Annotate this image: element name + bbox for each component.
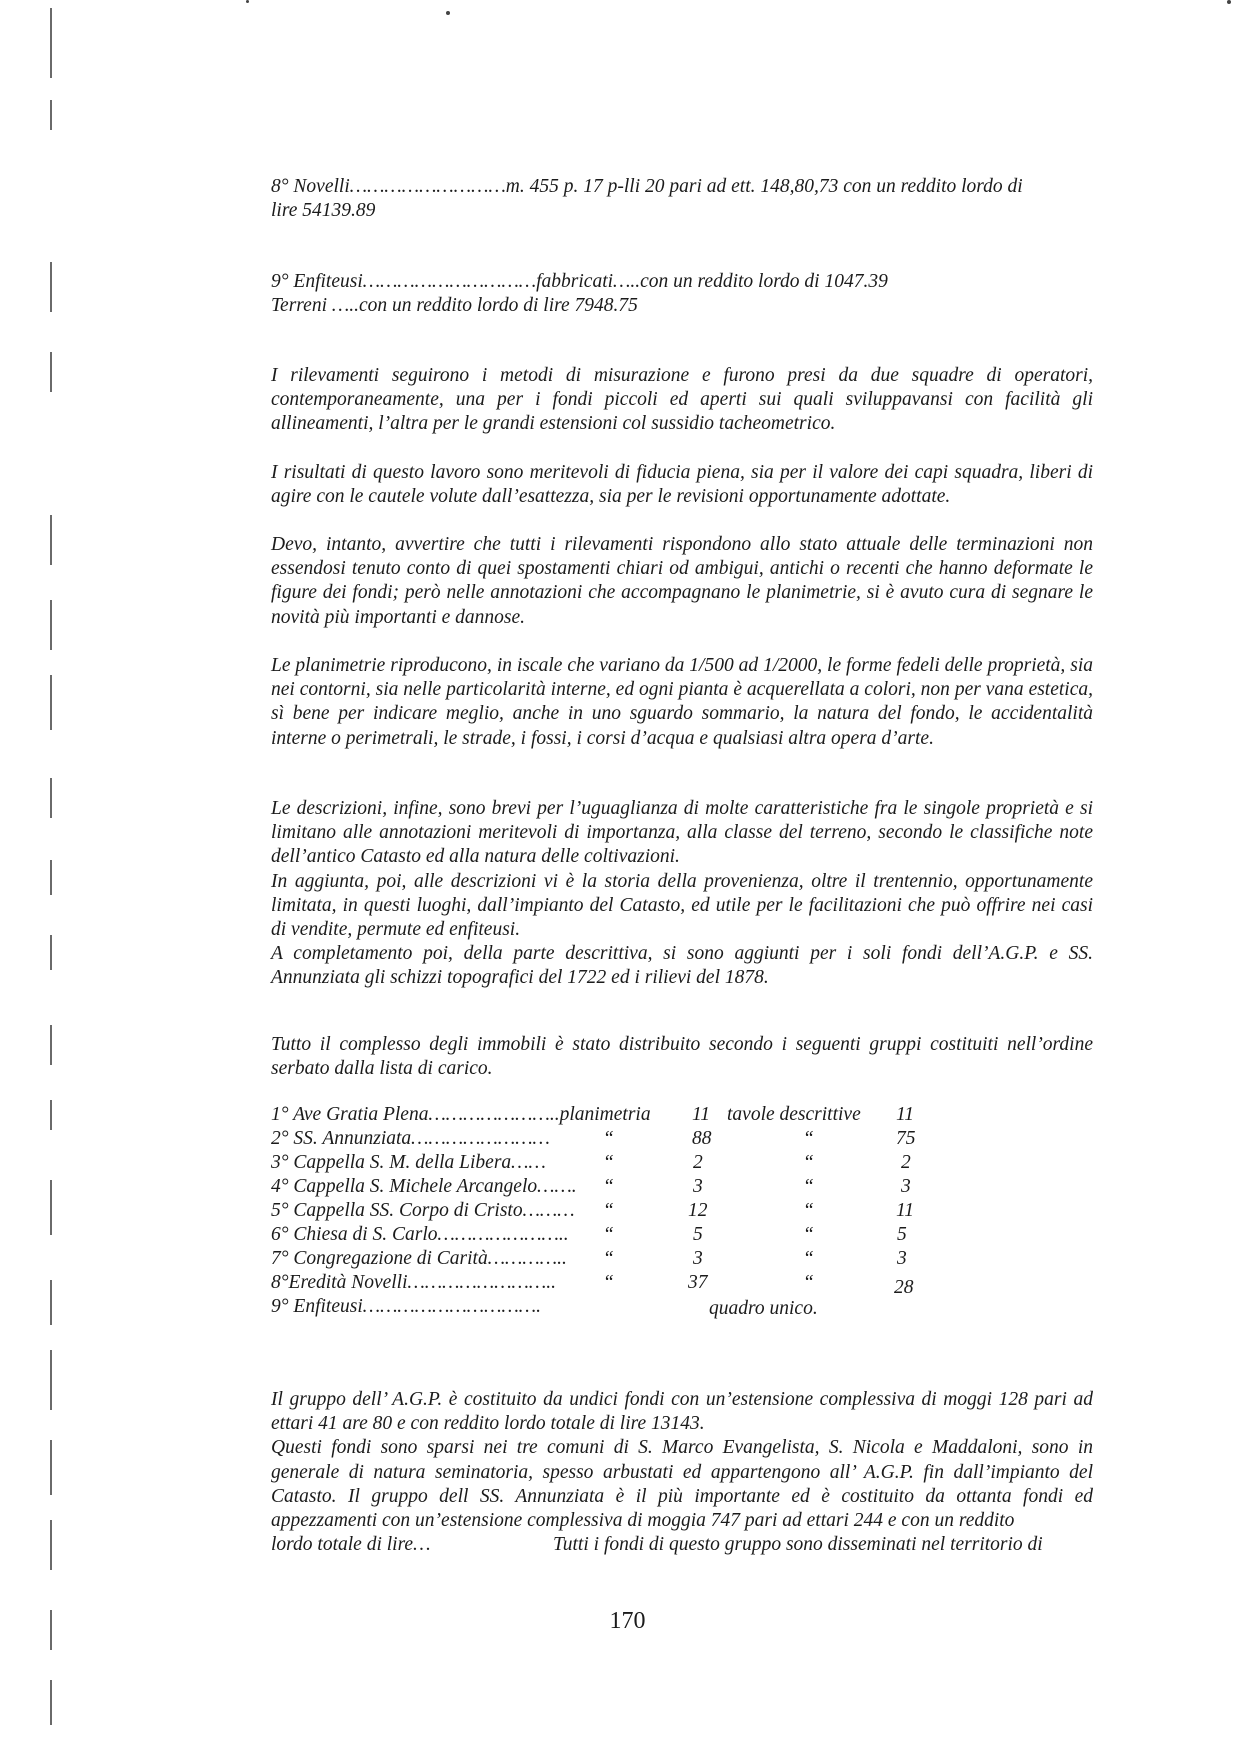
ditto-mark: “ [803,1176,814,1197]
table-row [271,1247,971,1271]
group-name: 9° Enfiteusi…………………………. [271,1296,542,1317]
group-name: 5° Cappella SS. Corpo di Cristo……… [271,1200,575,1221]
table-row [271,1223,971,1247]
entry-novelli-line2: lire 54139.89 [271,200,376,222]
ditto-mark: “ [603,1248,614,1269]
paragraph-text: Le planimetrie riproducono, in iscale che variano da 1/500 ad 1/2000, le forme fedeli delle proprietà, sia nei contorni, sia nelle particolarità interne, ed ogni pianta è acquerellata a colori, non per vana estetica, sì bene per indicare meglio, anche in uno sguardo sommario, la natura del fondo, le accidentalità interne o perimetrali, le strade, i fossi, i corsi d’acqua e qualsiasi altra opera d’arte. [271,655,1093,749]
scan-margin-mark [50,778,52,818]
paragraph-text: lordo totale di lire… [271,1534,431,1556]
scan-margin-mark [50,262,52,312]
ditto-mark: “ [603,1176,614,1197]
ditto-mark: “ [803,1248,814,1269]
scan-margin-mark [50,1025,52,1065]
table-row [271,1127,971,1151]
ditto-mark: “ [803,1272,814,1293]
ditto-mark: “ [803,1128,814,1149]
ditto-mark: “ [603,1200,614,1221]
scan-margin-mark [50,1350,52,1410]
planimetria-count: 3 [693,1248,703,1269]
tavole-count: 5 [897,1224,907,1245]
paragraph-descrizioni [271,797,1093,991]
paragraph-text: I risultati di questo lavoro sono meritevoli di fiducia piena, sia per il valore dei capi squadra, liberi di agire con le cautele volute dall’esattezza, sia per le revisioni opportunamente adottate. [271,462,1093,508]
tavole-count: 3 [897,1248,907,1269]
tavole-count: 3 [901,1176,911,1197]
scan-margin-mark [50,100,52,130]
scan-speck [246,0,249,3]
planimetria-count: 11 [692,1104,711,1125]
planimetria-count: 2 [693,1152,703,1173]
entry-novelli [271,175,1093,223]
page-number: 170 [609,1608,646,1634]
paragraph-text: I rilevamenti seguirono i metodi di misurazione e furono presi da due squadre di operatori, contemporaneamente, una per i fondi piccoli ed aperti sui quali sviluppavansi con facilità gli allineamenti, l’altra per le grandi estensioni col sussidio tacheometrico. [271,365,1093,435]
group-name: 1° Ave Gratia Plena…………………..planimetria [271,1104,651,1125]
scan-margin-mark [50,1100,52,1130]
group-name: 7° Congregazione di Carità………….. [271,1248,567,1269]
scan-speck [1227,0,1231,4]
entry-enfiteusi-line2: Terreni …..con un reddito lordo di lire 7948.75 [271,295,638,317]
scan-speck [446,11,450,15]
table-row [271,1271,971,1298]
quadro-unico-note: quadro unico. [709,1298,818,1319]
last-line [271,1533,1093,1557]
paragraph-risultati [271,461,1093,509]
planimetria-count: 5 [693,1224,703,1245]
table-row [271,1151,971,1175]
tavole-count: 11 [896,1104,915,1125]
paragraph-devo [271,533,1093,630]
scan-margin-mark [50,675,52,730]
planimetria-count: 3 [693,1176,703,1197]
table-row [271,1175,971,1199]
planimetria-count: 88 [692,1128,712,1149]
paragraph-rilevamenti [271,364,1093,437]
table-row [271,1295,971,1319]
ditto-mark: “ [803,1200,814,1221]
scan-margin-mark [50,1520,52,1570]
table-row [271,1199,971,1223]
paragraph-text: Le descrizioni, infine, sono brevi per l’uguaglianza di molte caratteristiche fra le singole proprietà e si limitano alle annotazioni meritevoli di importanza, alla classe del terreno, secondo le classifiche note dell’antico Catasto ed alla natura delle coltivazioni. [271,798,1093,868]
group-name: 6° Chiesa di S. Carlo………………….. [271,1224,569,1245]
paragraph-complesso [271,1033,1093,1081]
scan-margin-mark [50,515,52,565]
ditto-mark: “ [603,1152,614,1173]
planimetria-count: 37 [688,1272,708,1293]
group-name: 2° SS. Annunziata…………………… [271,1128,550,1149]
paragraph-text: Devo, intanto, avvertire che tutti i rilevamenti rispondono allo stato attuale delle terminazioni non essendosi tenuto conto di quei spostamenti chiari od ambigui, antichi o recenti che hanno deformate le figure dei fondi; però nelle annotazioni che accompagnano le planimetrie, si è avuto cura di segnare le novità più importanti e dannose. [271,534,1093,628]
scan-margin-mark [50,1180,52,1235]
scan-margin-mark [50,1280,52,1325]
scan-margin-mark [50,8,52,78]
scan-margin-mark [50,352,52,392]
scan-margin-mark [50,935,52,970]
tavole-count: 2 [901,1152,911,1173]
ditto-mark: “ [603,1272,614,1293]
tavole-label: tavole descrittive [727,1104,861,1125]
entry-novelli-line1: 8° Novelli………………………m. 455 p. 17 p-lli 20 pari ad ett. 148,80,73 con un reddito lordo di [271,176,1023,197]
group-name: 8°Eredità Novelli…………………….. [271,1272,556,1293]
tavole-count: 75 [896,1128,916,1149]
scan-margin-mark [50,600,52,650]
paragraph-agp [271,1388,1093,1557]
entry-enfiteusi-line1: 9° Enfiteusi…………………………fabbricati…..con un reddito lordo di 1047.39 [271,271,888,292]
paragraph-text: Questi fondi sono sparsi nei tre comuni di S. Marco Evangelista, S. Nicola e Maddaloni, sono in generale di natura seminatoria, spesso arbustati ed appartengono all’ A.G.P. fin dall’impianto del Catasto. Il gruppo dell SS. Annunziata è il più importante ed è costituito da ottanta fondi ed appezzamenti con un’estensione complessiva di moggia 747 pari ad ettari 244 e con un reddito [271,1437,1093,1532]
paragraph-text: Tutto il complesso degli immobili è stato distribuito secondo i seguenti gruppi costituiti nell’ordine serbato dalla lista di carico. [271,1034,1093,1080]
ditto-mark: “ [603,1224,614,1245]
ditto-mark: “ [803,1152,814,1173]
group-name: 3° Cappella S. M. della Libera…… [271,1152,546,1173]
scan-margin-mark [50,1680,52,1725]
entry-enfiteusi [271,270,1093,318]
ditto-mark: “ [803,1224,814,1245]
paragraph-planimetrie [271,654,1093,751]
paragraph-text: Il gruppo dell’ A.G.P. è costituito da undici fondi con un’estensione complessiva di moggi 128 pari ad ettari 41 are 80 e con reddito lordo totale di lire 13143. [271,1389,1093,1435]
paragraph-text: A completamento poi, della parte descrittiva, si sono aggiunti per i soli fondi dell’A.G.P. e SS. Annunziata gli schizzi topografici del 1722 ed i rilievi del 1878. [271,943,1093,989]
paragraph-text: Tutti i fondi di questo gruppo sono disseminati nel territorio di [553,1534,1043,1556]
ditto-mark: “ [603,1128,614,1149]
scan-margin-mark [50,1440,52,1495]
paragraph-text: In aggiunta, poi, alle descrizioni vi è la storia della provenienza, oltre il trentennio, opportunamente limitata, in questi luoghi, dall’impianto del Catasto, ed utile per le facilitazioni che può offrire nei casi di vendite, permute ed enfiteusi. [271,870,1093,941]
group-name: 4° Cappella S. Michele Arcangelo……. [271,1176,577,1197]
table-row [271,1103,971,1127]
tavole-count: 11 [896,1200,915,1221]
tavole-count: 28 [894,1277,914,1298]
planimetria-count: 12 [688,1200,708,1221]
scan-margin-mark [50,860,52,895]
